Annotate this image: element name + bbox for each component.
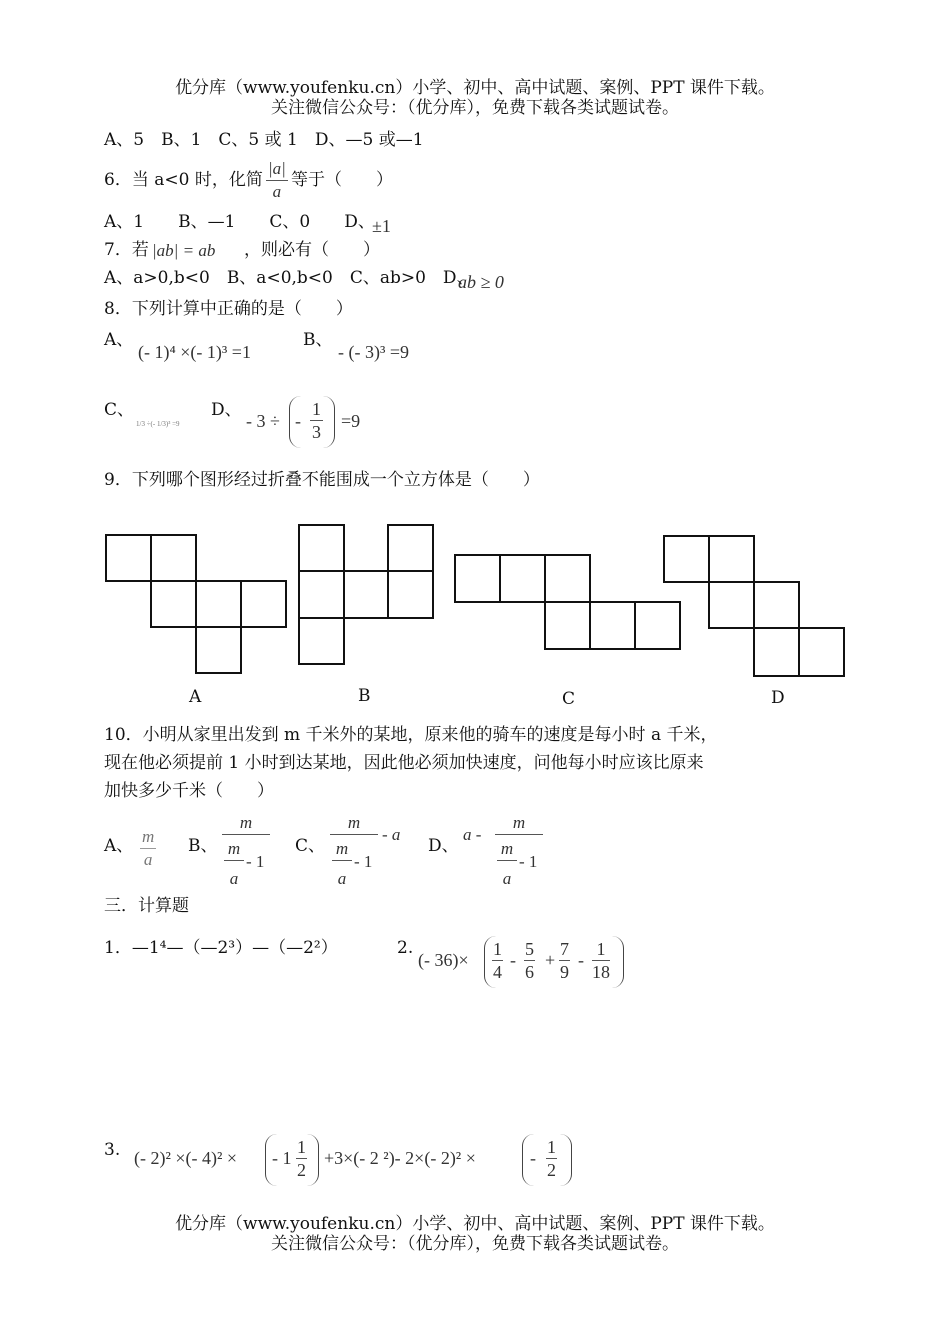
net-d [664,536,844,676]
section-3-title: 三．计算题 [104,896,189,916]
p2-op-2: + [545,950,556,970]
q8-d-frac-den: 3 [312,422,321,442]
calc-problem-3-part-4: - [530,1148,536,1168]
q10-a-num: m [140,826,156,849]
p3-frac-1-num: 1 [297,1137,306,1157]
q10-d-top: m [495,812,543,835]
q10-line-1: 10．小明从家里出发到 m 千米外的某地，原来他的骑车的速度是每小时 a 千米， [104,725,718,745]
p2-frac-2 [524,938,535,983]
header-line-2: 关注微信公众号：（优分库），免费下载各类试题试卷。 [271,98,679,118]
q8-stem: 8．下列计算中正确的是（ ） [104,299,353,319]
q8-label-c: C、 [104,400,135,420]
q10-label-b: B、 [188,836,218,856]
p3-frac-1 [296,1136,307,1181]
q10-d-a-minus: a - [463,825,482,844]
calc-problem-3-part-1: (- 2)² ×(- 4)² × [134,1148,238,1168]
footer-line-1: 优分库（www.youfenku.cn）小学、初中、高中试题、案例、PPT 课件下载。 [175,1214,775,1234]
p2-frac-2-den: 6 [525,962,534,982]
p2-frac-4-num: 1 [592,938,610,961]
p2-op-1: - [510,950,516,970]
q10-b-inner-num: m [224,838,244,861]
p2-frac-1-num: 1 [493,939,502,959]
p2-frac-2-num: 5 [525,939,534,959]
q10-label-d: D、 [428,836,459,856]
calc-problem-2-label: 2. [397,938,414,958]
p3-frac-1-den: 2 [297,1160,306,1180]
p3-frac-2 [546,1136,557,1181]
cube-nets-figure [0,515,950,715]
q7-prefix: 7．若 [104,240,149,260]
q6-suffix: 等于（ ） [291,170,393,190]
net-label-a: A [189,687,202,707]
q8-option-d-minus: - [295,411,301,431]
net-label-d: D [771,688,785,708]
q6-prefix: 6．当 a<0 时，化简 [104,170,263,190]
q8-option-a: (- 1)⁴ ×(- 1)³ =1 [138,342,251,362]
calc-problem-3-label: 3. [104,1140,121,1160]
q6-fraction [266,158,288,203]
calc-problem-3-part-3: +3×(- 2 ²)- 2×(- 2)² × [324,1148,476,1168]
q8-option-d-fraction [310,398,323,443]
q10-c-top: m [330,812,378,835]
q9-stem: 9．下列哪个图形经过折叠不能围成一个立方体是（ ） [104,470,540,490]
q8-option-d-right: =9 [341,411,361,431]
q8-label-b: B、 [303,330,333,350]
q10-d-inner-num: m [497,838,517,861]
q10-option-a [140,826,156,871]
q7-suffix: ，则必有（ ） [244,240,380,260]
q10-b-inner-den: a [229,869,239,888]
net-a [106,535,286,673]
p2-op-3: - [578,950,584,970]
q10-line-3: 加快多少千米（ ） [104,781,274,801]
q6-frac-num: |a| [266,158,288,181]
q10-label-c: C、 [295,836,326,856]
q10-d-minus-one: - 1 [519,852,538,871]
q8-label-a: A、 [104,330,134,350]
q5-options: A、5 B、1 C、5 或 1 D、—5 或—1 [104,130,424,150]
q10-c-inner-den: a [337,869,347,888]
q7-options: A、a>0,b<0 B、a<0,b<0 C、ab>0 D、 [104,268,474,288]
calc-problem-1: 1．—1⁴—（—2³）—（—2²） [104,938,338,958]
p2-frac-3 [559,938,570,983]
q10-b-top: m [222,812,270,835]
header-line-1: 优分库（www.youfenku.cn）小学、初中、高中试题、案例、PPT 课件下载。 [175,78,775,98]
q8-option-b: - (- 3)³ =9 [338,342,410,362]
q10-c-inner-num: m [332,838,352,861]
q10-label-a: A、 [104,836,134,856]
q8-label-d: D、 [211,400,242,420]
footer-line-2: 关注微信公众号：（优分库），免费下载各类试题试卷。 [271,1234,679,1254]
net-c [455,555,680,649]
q6-options: A、1 B、—1 C、0 D、 [104,212,375,232]
q8-option-d-left: - 3 ÷ [246,411,280,431]
net-b [299,525,433,664]
q10-b-minus-one: - 1 [246,852,265,871]
p2-frac-4-den: 18 [592,962,610,982]
p2-frac-1 [492,938,503,983]
q10-line-2: 现在他必须提前 1 小时到达某地，因此他必须加快速度，问他每小时应该比原来 [104,753,704,773]
q10-a-den: a [143,850,153,869]
q6-frac-den: a [272,182,282,201]
q7-option-d: ab ≥ 0 [458,272,504,292]
p2-frac-4 [592,938,610,983]
p2-frac-1-den: 4 [493,962,502,982]
net-label-c: C [562,689,576,709]
q8-d-frac-num: 1 [312,399,321,419]
calc-problem-2-left: (- 36)× [418,950,469,970]
p2-frac-3-den: 9 [560,962,569,982]
q10-d-inner-den: a [502,869,512,888]
q10-c-minus-a: - a [382,825,401,844]
p3-frac-2-num: 1 [547,1137,556,1157]
q6-option-d: ±1 [372,216,391,236]
q7-expression: |ab| = ab [152,241,216,260]
calc-problem-3-part-2: - 1 [272,1148,292,1168]
q8-option-c: 1/3 ÷(- 1/3)³ =9 [136,420,180,428]
q10-c-minus-one: - 1 [354,852,373,871]
net-label-b: B [358,686,371,706]
p2-frac-3-num: 7 [560,939,569,959]
p3-frac-2-den: 2 [547,1160,556,1180]
